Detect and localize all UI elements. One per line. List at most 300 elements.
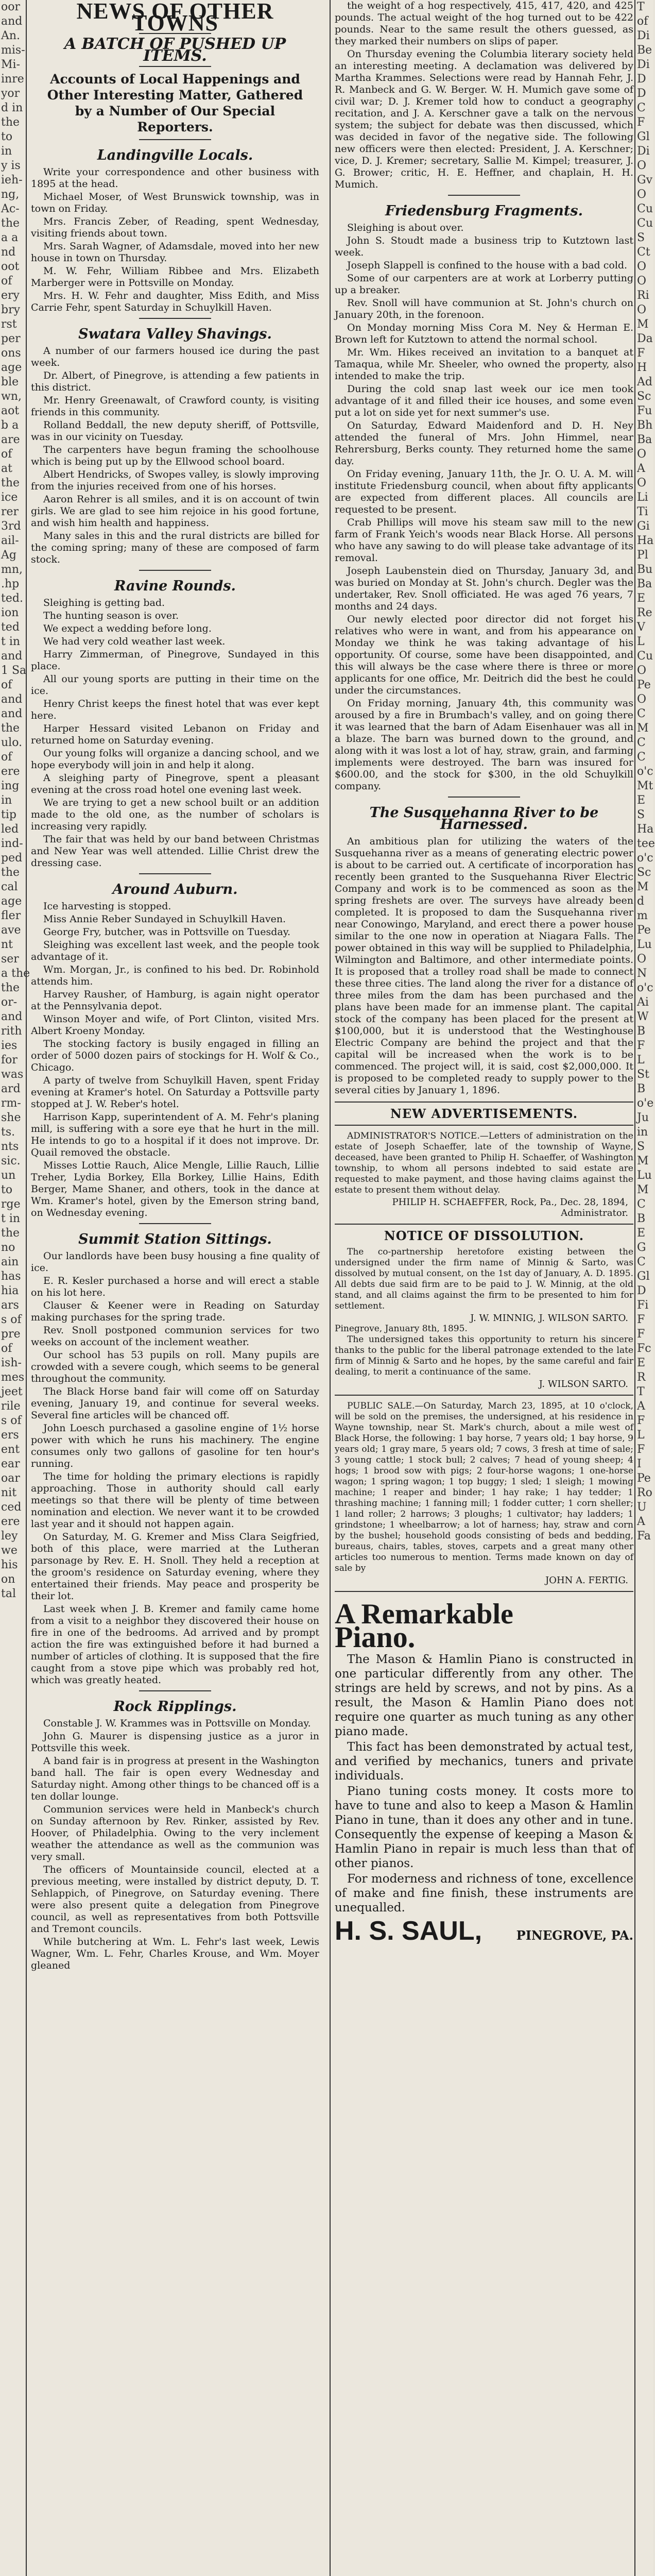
right-margin-fragment: O (637, 260, 647, 273)
left-margin-fragment: the (1, 116, 20, 129)
right-margin-fragment: Bh (637, 419, 653, 432)
right-margin-fragment: M (637, 722, 649, 735)
right-margin-fragment: Cu (637, 202, 653, 215)
news-item: Crab Phillips will move his steam saw mill to the new farm of Frank Yeich's woods near Black Horse. All persons who have any sawing to do will please take advantage of its removal. (335, 517, 633, 564)
left-margin-fragment: sic. (1, 1155, 21, 1167)
right-margin-fragment: F (637, 116, 645, 129)
left-margin-fragment: nt (1, 938, 13, 951)
new-ads-heading: NEW ADVERTISEMENTS. (390, 1106, 578, 1121)
left-margin-fragment: hia (1, 1284, 19, 1297)
right-margin-fragment: L (637, 635, 645, 648)
left-margin-fragment: we (1, 1544, 18, 1557)
left-margin-fragment: a the (1, 967, 30, 980)
section-rule (139, 570, 211, 571)
right-margin-fragment: Fi (637, 1299, 649, 1312)
right-margin-fragment: C (637, 101, 646, 114)
right-margin-fragment: O (637, 477, 647, 489)
right-margin-fragment: O (637, 303, 647, 316)
ad-paragraph: The Mason & Hamlin Piano is constructed in one particular differently from any other. The strings are held by screws, and not by pins. As a result, the Mason & Hamlin Piano does not require one quarter as much tuning as any other piano made. (335, 1653, 633, 1738)
subtitle-rule (139, 66, 211, 67)
news-item: The fair that was held by our band between Christmas and New Year was well attended. Lillie Christ drew the dressing case. (31, 834, 319, 869)
left-margin-fragment: 1 Sa (1, 664, 27, 677)
left-margin-fragment: was (1, 1068, 24, 1081)
news-item: John Loesch purchased a gasoline engine of 1½ horse power with which he runs his machinery. The engine consumes only two gallons of gasoline for ten hour's running. (31, 1422, 319, 1469)
section-rule (139, 873, 211, 874)
right-margin-fragment: W (637, 1010, 649, 1023)
left-margin-fragment: ish- (1, 1357, 22, 1369)
dissolution-dateline: Pinegrove, January 8th, 1895. (335, 1324, 468, 1334)
page-deck: Accounts of Local Happenings and Other Interesting Matter, Gathered by a Number of Our Special Reporters. (47, 72, 303, 134)
right-margin-fragment: G (637, 1241, 646, 1254)
ad-footer (335, 1916, 633, 1946)
right-margin-fragment: M (637, 880, 649, 893)
left-margin-fragment: the (1, 477, 20, 489)
left-margin-fragment: ear (1, 1458, 20, 1470)
left-margin-fragment: to (1, 1183, 13, 1196)
left-margin-fragment: 3rd (1, 520, 21, 533)
left-margin-fragment: ail- (1, 534, 19, 547)
news-item: The officers of Mountainside council, elected at a previous meeting, were installed by district deputy, D. T. Sehlappich, of Pinegrove, on Saturday evening. There were also present quite a delegation from Pinegrove council, as well as representatives from both Pottsville and Tremont councils. (31, 1864, 319, 1935)
right-margin-fragment: O (637, 159, 647, 172)
news-item: A sleighing party of Pinegrove, spent a pleasant evening at the cross road hotel one evening last week. (31, 772, 319, 795)
left-margin-fragment: the (1, 1227, 20, 1240)
left-margin-fragment: has (1, 1270, 21, 1283)
right-margin-fragment: F (637, 1443, 645, 1456)
public-sale-signature: JOHN A. FERTIG. (545, 1575, 628, 1586)
right-margin-fragment: A (637, 1400, 645, 1413)
right-margin-fragment: C (637, 1256, 646, 1268)
ad-merchant: H. S. SAUL, (335, 1916, 482, 1946)
news-item: On Saturday, M. G. Kremer and Miss Clara Seigfried, both of this place, were married at the Lutheran parsonage by Rev. E. H. Snoll. They held a reception at the groom's residence on Saturday evening, where they entertained their friends. May peace and prosperity be their lot. (31, 1531, 319, 1602)
right-margin-fragment: o'e (637, 1097, 654, 1110)
piano-advertisement (335, 1598, 633, 1946)
left-margin-fragment: mis- (1, 44, 25, 57)
right-margin-fragment: Cu (637, 217, 653, 230)
left-margin-fragment: mn, (1, 563, 23, 576)
left-margin-fragment: oor (1, 1, 21, 13)
right-margin-fragment: Da (637, 332, 653, 345)
section-title: Ravine Rounds. (114, 578, 236, 594)
news-item: Misses Lottie Rauch, Alice Mengle, Lillie Rauch, Lillie Treher, Lydia Borkey, Ella Borkey, Lillie Hains, Edith Berger, Mame Shaner, and others, took in the dance at Wm. Kramer's hotel, given by the Emerson string band, on Wednesday evening. (31, 1160, 319, 1218)
news-item: Rolland Beddall, the new deputy sheriff, of Pottsville, was in our vicinity on Tuesday. (31, 419, 319, 443)
left-margin-fragment: s of (1, 1414, 22, 1427)
right-margin-fragment: M (637, 1155, 649, 1167)
deck-rule (139, 139, 211, 140)
news-item: Mrs. Francis Zeber, of Reading, spent Wednesday, visiting friends about town. (31, 216, 319, 239)
left-margin-fragment: ain (1, 1256, 19, 1268)
ad-paragraph: Piano tuning costs money. It costs more to have to tune and also to keep a Mason & Hamlin Piano in tune, than it does any other and in tune. Consequently the expense of keeping a Mason & Hamlin Piano in repair is much less than that of other pianos. (335, 1785, 633, 1870)
section-title: Landingville Locals. (97, 147, 253, 163)
right-margin-fragment: Pe (637, 679, 651, 691)
news-item: Wm. Morgan, Jr., is confined to his bed. Dr. Robinhold attends him. (31, 964, 319, 987)
left-margin-fragment: rst (1, 318, 17, 331)
left-margin-fragment: ery (1, 289, 20, 302)
left-margin-fragment: for (1, 1054, 18, 1066)
news-item: Harper Hessard visited Lebanon on Friday and returned home on Saturday evening. (31, 723, 319, 746)
right-margin-fragment: L (637, 1429, 645, 1442)
right-margin-fragment: Ju (637, 1111, 649, 1124)
left-margin-fragment: ion (1, 606, 19, 619)
right-margin-fragment: H (637, 361, 647, 374)
right-margin-fragment: in (637, 1126, 648, 1139)
left-margin-fragment: of (1, 1342, 12, 1355)
left-margin-fragment: she (1, 1111, 21, 1124)
section-title: Around Auburn. (112, 882, 238, 897)
left-margin-fragment: oar (1, 1472, 20, 1485)
news-item: Michael Moser, of West Brunswick township, was in town on Friday. (31, 191, 319, 214)
news-item: Clauser & Keener were in Reading on Saturday making purchases for the spring trade. (31, 1300, 319, 1323)
right-margin-fragment: Di (637, 58, 650, 71)
dissolution-signatures: J. W. MINNIG, J. WILSON SARTO. (470, 1313, 628, 1324)
dissolution-successor-signature: J. WILSON SARTO. (539, 1379, 628, 1389)
left-margin-fragment: ulo. (1, 736, 23, 749)
left-margin-fragment: led (1, 823, 19, 836)
left-margin-fragment: ent (1, 1443, 20, 1456)
left-margin-fragment: y is (1, 159, 21, 172)
news-item: An ambitious plan for utilizing the waters of the Susquehanna river as a means of generating electric power is about to be carried out. A certificate of incorporation has recently been granted to the Susquehanna River Electric Company and work is to be commenced as soon as the spring freshets are over. The surveys have already been completed. It is proposed to dam the Susquehanna river near Conowingo, Maryland, and erect there a power house similar to the one now in operation at Niagara Falls. The power obtained in this way will be supplied to Philadelphia, Wilmington and Baltimore, and other intermediate points. It is proposed that a trolley road shall be made to connect these three cities. The land along the river for a distance of three miles from the dam has been purchased and the plans have been made for an immense plant. The capital stock of the company has been placed for the present at $100,000, but it is understood that the Westinghouse Electric Company are behind the project and that the capital will be increased when the work is to be commenced. The project will, it is said, cost $2,000,000. It is proposed to be completed ready to supply power to the several cities by January 1, 1896. (335, 836, 633, 1096)
section-title: Friedensburg Fragments. (385, 203, 583, 219)
right-margin-fragment: Pe (637, 1472, 651, 1485)
news-item: Many sales in this and the rural districts are billed for the coming spring; many of these are composed of farm stock. (31, 530, 319, 565)
news-item: The Black Horse band fair will come off on Saturday evening, January 19, and continue for several weeks. Several fine articles will be chanced off. (31, 1386, 319, 1421)
section-rule (139, 318, 211, 319)
right-margin-column (634, 0, 653, 2576)
left-margin-fragment: d in (1, 101, 23, 114)
right-margin-fragment: Re (637, 606, 652, 619)
right-margin-fragment: B (637, 1025, 646, 1038)
right-margin-fragment: A (637, 462, 645, 475)
right-margin-fragment: F (637, 1414, 645, 1427)
left-margin-fragment: aot (1, 404, 20, 417)
right-margin-fragment: M (637, 318, 649, 331)
right-margin-fragment: d (637, 895, 645, 908)
section-rule (448, 195, 520, 196)
right-margin-fragment: A (637, 1515, 645, 1528)
left-margin-fragment: Ag (1, 549, 16, 562)
left-margin-fragment: and (1, 650, 23, 663)
public-sale-body: PUBLIC SALE.—On Saturday, March 23, 1895, at 10 o'clock, will be sold on the premises, the undersigned, at his residence in Wayne township, near St. Mark's church, about a mile west of Black Horse, the following: 1 bay horse, 7 years old; 1 bay horse, 9 years old; 1 gray mare, 5 years old; 7 cows, 3 fresh at time of sale; 3 young cattle; 1 stock bull; 2 calves; 7 head of young sheep; 4 hogs; 1 brood sow with pigs; 2 four-horse wagons; 1 one-horse wagon; 1 spring wagon; 1 top buggy; 1 sled; 1 sleigh; 1 mowing machine; 1 reaper and binder; 1 hay rake; 1 hay tedder; 1 thrashing machine; 1 fanning mill; 1 fodder cutter; 1 corn sheller; 1 land roller; 2 harrows; 3 ploughs; 1 cultivator; hay ladders; 1 grindstone; 1 wheelbarrow; a lot of harness; hay, straw and corn by the bushel; household goods consisting of beds and bedding, bureaus, chairs, tables, stoves, carpets and a great many other articles too numerous to mention. Terms made known on day of sale by (335, 1401, 633, 1573)
left-margin-fragment: ts. (1, 1126, 15, 1139)
right-margin-fragment: Ba (637, 578, 652, 590)
right-margin-fragment: C (637, 1198, 646, 1211)
news-item: On Thursday evening the Columbia literary society held an interesting meeting. A declamation was delivered by Martha Krammes. Selections were read by Hannah Fehr, J. R. Manbeck and G. W. Berger. W. H. Mumich gave some of civil war; D. J. Kremer told how to conduct a geography recitation, and J. A. Kerschner gave a talk on the nervous system; the subject for debate was then discussed, which was decided in favor of the negative side. The following new officers were then elected: President, J. A. Kerschner; vice, D. J. Kremer; secretary, Sallie M. Kimpel; treasurer, J. G. Brower; critic, H. E. Heffner, and chaplain, H. H. Mumich. (335, 48, 633, 190)
right-margin-fragment: S (637, 808, 645, 821)
right-margin-fragment: Pe (637, 924, 651, 937)
left-margin-fragment: ted. (1, 592, 23, 605)
news-item: Our newly elected poor director did not forget his relatives who were in want, and from his appearance on Monday we think he was taking advantage of his opportunity. Of course, some have been disappointed, and this will always be the case where there is three or more applicants for one office, Mr. Deitrich did the best he could under the circumstances. (335, 614, 633, 696)
right-margin-fragment: o'c (637, 765, 653, 778)
left-margin-fragment: bry (1, 303, 21, 316)
right-margin-fragment: D (637, 1284, 646, 1297)
news-item: Last week when J. B. Kremer and family came home from a visit to a neighbor they discovered their house on fire in one of the bedrooms. Ad arrived and by prompt action the fire was extinguished before it had burned a number of articles of clothing. It is supposed that the fire caught from a stove pipe which was probably red hot, which was greatly heated. (31, 1603, 319, 1686)
right-margin-fragment: of (637, 15, 648, 28)
right-margin-fragment: Ad (637, 376, 652, 388)
left-margin-fragment: a a (1, 231, 19, 244)
section-rule (448, 796, 520, 798)
right-margin-fragment: Bu (637, 563, 653, 576)
right-margin-fragment: Ai (637, 996, 649, 1009)
news-item: Miss Annie Reber Sundayed in Schuylkill Haven. (43, 913, 286, 925)
right-margin-fragment: o'c (637, 852, 653, 865)
right-margin-fragment: B (637, 1212, 646, 1225)
right-margin-fragment: R (637, 1371, 646, 1384)
news-item: George Fry, butcher, was in Pottsville on Tuesday. (43, 926, 290, 938)
ad-paragraph: This fact has been demonstrated by actual test, and verified by mechanics, tuners and private individuals. (335, 1740, 633, 1783)
right-margin-fragment: Ha (637, 823, 654, 836)
right-margin-fragment: O (637, 693, 647, 706)
left-margin-fragment: ble (1, 376, 19, 388)
news-item: Mrs. Sarah Wagner, of Adamsdale, moved into her new house in town on Thursday. (31, 241, 319, 264)
left-margin-fragment: of (1, 751, 12, 764)
ads-rule (335, 1101, 633, 1103)
news-item: We had very cold weather last week. (43, 636, 226, 647)
right-margin-fragment: E (637, 1227, 646, 1240)
right-margin-fragment: Sc (637, 390, 651, 403)
news-item: On Monday morning Miss Cora M. Ney & Herman E. Brown left for Kutztown to attend the normal school. (335, 322, 633, 345)
left-margin-fragment: nit (1, 1486, 17, 1499)
left-margin-fragment: the (1, 217, 20, 230)
right-margin-fragment: Sc (637, 866, 651, 879)
left-margin-fragment: t in (1, 635, 21, 648)
ads-rule-2 (335, 1125, 633, 1126)
left-margin-fragment: and (1, 1010, 23, 1023)
left-margin-fragment: ted (1, 621, 20, 634)
left-margin-fragment: the (1, 981, 20, 994)
left-margin-fragment: ser (1, 953, 19, 965)
left-margin-fragment: fler (1, 909, 21, 922)
news-item: Some of our carpenters are at work at Lorberry putting up a breaker. (335, 273, 633, 296)
right-margin-fragment: Li (637, 491, 648, 504)
news-item: During the cold snap last week our ice men took advantage of it and filled their ice houses, and some even put a lot on side yet for next summer's use. (335, 383, 633, 418)
right-margin-fragment: F (637, 1313, 645, 1326)
right-margin-fragment: m (637, 909, 648, 922)
sale-rule (335, 1395, 633, 1396)
admin-notice: ADMINISTRATOR'S NOTICE.—Letters of administration on the estate of Joseph Schaeffer, late of the township of Wayne, deceased, have been granted to Philip H. Schaeffer, of Washington township, to whom all persons indebted to said estate are requested to make payment, and those having claims against the estate to present them without delay. (335, 1131, 633, 1195)
left-margin-column (0, 0, 30, 2576)
left-margin-fragment: oot (1, 260, 20, 273)
news-item: Harvey Rausher, of Hamburg, is again night operator at the Pennsylvania depot. (31, 989, 319, 1012)
right-margin-fragment: F (637, 347, 645, 360)
right-margin-fragment: N (637, 967, 647, 980)
news-item: Aaron Rehrer is all smiles, and it is on account of twin girls. We are glad to see him rejoice in his good fortune, and wish him health and happiness. (31, 494, 319, 529)
right-margin-fragment: S (637, 231, 645, 244)
right-margin-fragment: O (637, 448, 647, 461)
right-margin-fragment: D (637, 73, 646, 86)
page-title: NEWS OF OTHER TOWNS (76, 0, 274, 36)
left-margin-fragment: are (1, 433, 20, 446)
left-margin-fragment: per (1, 332, 21, 345)
left-news-column (31, 0, 319, 2576)
right-margin-fragment: S (637, 1140, 645, 1153)
right-top-paragraphs (335, 0, 633, 191)
section-title: Rock Ripplings. (113, 1699, 237, 1715)
left-margin-fragment: on (1, 1573, 15, 1586)
right-margin-fragment: I (637, 1458, 642, 1470)
left-margin-fragment: ons (1, 347, 21, 360)
ad-paragraph: For moderness and richness of tone, excellence of make and fine finish, these instruments are unequalled. (335, 1872, 633, 1914)
ad-title: A Remarkable (335, 1598, 513, 1630)
right-margin-fragment: D (637, 87, 646, 100)
news-item: Mr. Henry Greenawalt, of Crawford county, is visiting friends in this community. (31, 395, 319, 418)
left-sections (31, 149, 319, 1972)
ad-rule (335, 1591, 633, 1592)
news-item: Mrs. H. W. Fehr and daughter, Miss Edith, and Miss Carrie Fehr, spent Saturday in Schuylkill Haven. (31, 290, 319, 313)
news-item: The stocking factory is busily engaged in filling an order of 5000 dozen pairs of stockings for H. Wolf & Co., Chicago. (31, 1038, 319, 1073)
left-margin-fragment: s of (1, 1313, 22, 1326)
right-margin-fragment: Fc (637, 1342, 651, 1355)
news-item: The time for holding the primary elections is rapidly approaching. Those in authority should call early meetings so that there will be plenty of time between nomination and election. We never want it to be crowded last year and it should not happen again. (31, 1471, 319, 1530)
left-margin-fragment: no (1, 1241, 15, 1254)
left-margin-fragment: yor (1, 87, 20, 100)
left-margin-fragment: jeet (1, 1385, 23, 1398)
left-margin-fragment: tal (1, 1587, 16, 1600)
left-margin-fragment: his (1, 1558, 18, 1571)
section-rule (139, 1223, 211, 1224)
news-item: Rev. Snoll postponed communion services for two weeks on account of the inclement weather. (31, 1325, 319, 1348)
news-item: John S. Stoudt made a business trip to Kutztown last week. (335, 235, 633, 258)
left-margin-fragment: ing (1, 779, 20, 792)
right-margin-fragment: Fu (637, 404, 652, 417)
right-margin-fragment: V (637, 621, 645, 634)
news-item: Henry Christ keeps the finest hotel that was ever kept here. (31, 698, 319, 721)
right-margin-fragment: Ha (637, 534, 654, 547)
dissolution-rule (335, 1224, 633, 1225)
right-margin-fragment: Gl (637, 130, 650, 143)
right-margin-fragment: Fa (637, 1530, 651, 1543)
left-margin-fragment: cal (1, 880, 18, 893)
section-title: The Susquehanna River to be Harnessed. (369, 805, 599, 833)
section-title: Swatara Valley Shavings. (78, 326, 272, 342)
left-margin-fragment: ars (1, 1299, 19, 1312)
left-margin-fragment: .hp (1, 578, 20, 590)
left-margin-fragment: the (1, 722, 20, 735)
left-margin-fragment: ng, (1, 188, 20, 201)
right-margin-fragment: Gi (637, 520, 650, 533)
left-margin-fragment: and (1, 15, 23, 28)
right-margin-fragment: C (637, 707, 646, 720)
right-margin-fragment: E (637, 1357, 646, 1369)
right-news-column (330, 0, 633, 2576)
left-margin-fragment: ere (1, 1515, 20, 1528)
right-margin-fragment: C (637, 736, 646, 749)
news-item: On Friday evening, January 11th, the Jr. O. U. A. M. will institute Friedensburg council, when about fifty applicants are expected from different places. All councils are requested to be present. (335, 468, 633, 515)
left-margin-fragment: in (1, 145, 12, 158)
news-item: We are trying to get a new school built or an addition made to the old one, as the number of scholars is increasing very rapidly. (31, 797, 319, 832)
left-margin-fragment: un (1, 1169, 16, 1182)
right-margin-fragment: Pl (637, 549, 648, 562)
right-margin-fragment: T (637, 1385, 645, 1398)
right-margin-fragment: o'c (637, 981, 653, 994)
news-item: Winson Moyer and wife, of Port Clinton, visited Mrs. Albert Kroeny Monday. (31, 1013, 319, 1037)
left-margin-fragment: of (1, 679, 12, 691)
news-item: John G. Maurer is dispensing justice as a juror in Pottsville this week. (31, 1731, 319, 1754)
left-margin-fragment: ere (1, 765, 20, 778)
news-item: Joseph Slappell is confined to the house with a bad cold. (347, 260, 628, 271)
right-margin-fragment: U (637, 1501, 647, 1514)
right-margin-fragment: Ro (637, 1486, 652, 1499)
news-item: the weight of a hog respectively, 415, 417, 420, and 425 pounds. The actual weight of the hog turned out to be 422 pounds. Near to the same result the others guessed, as they marked their numbers on slips of paper. (335, 0, 633, 47)
news-item: Rev. Snoll will have communion at St. John's church on January 20th, in the forenoon. (335, 297, 633, 320)
left-margin-fragment: nd (1, 246, 16, 259)
left-margin-fragment: ice (1, 491, 18, 504)
dissolution-body: The co-partnership heretofore existing between the undersigned under the firm name of Minnig & Sarto, was dissolved by mutual consent, on the 1st day of January, A. D. 1895. All debts due said firm are to be paid to J. W. Minnig, at the old stand, and all claims against the firm to be presented to him for settlement. (335, 1247, 633, 1311)
right-sections (335, 195, 633, 1096)
ad-town: PINEGROVE, PA. (516, 1928, 633, 1943)
admin-signature: PHILIP H. SCHAEFFER, Rock, Pa., Dec. 28, 1894, Administrator. (392, 1197, 628, 1218)
right-margin-fragment: Be (637, 44, 652, 57)
news-item: Constable J. W. Krammes was in Pottsville on Monday. (43, 1718, 311, 1729)
news-item: Dr. Albert, of Pinegrove, is attending a few patients in this district. (31, 370, 319, 393)
news-item: Our young folks will organize a dancing school, and we hope everybody will join in and help it along. (31, 748, 319, 771)
right-margin-fragment: C (637, 751, 646, 764)
left-margin-fragment: age (1, 361, 22, 374)
left-margin-fragment: of (1, 448, 12, 461)
left-margin-fragment: rith (1, 1025, 22, 1038)
news-item: A party of twelve from Schuylkill Haven, spent Friday evening at Kramer's hotel. On Saturday a Pottsville party stopped at J. W. Reber's hotel. (31, 1075, 319, 1110)
right-margin-fragment: B (637, 1082, 646, 1095)
right-margin-fragment: Ct (637, 246, 650, 259)
right-margin-fragment: O (637, 188, 647, 201)
right-margin-fragment: Ri (637, 289, 649, 302)
right-margin-fragment: Di (637, 145, 650, 158)
news-item: We expect a wedding before long. (43, 623, 212, 634)
news-item: Albert Hendricks, of Swopes valley, is slowly improving from the injuries received from one of his horses. (31, 469, 319, 492)
news-item: E. R. Kesler purchased a horse and will erect a stable on his lot here. (31, 1275, 319, 1298)
left-margin-fragment: rer (1, 505, 19, 518)
left-margin-fragment: at (1, 462, 12, 475)
news-item: While butchering at Wm. L. Fehr's last week, Lewis Wagner, Wm. L. Fehr, Charles Krouse, and Wm. Moyer gleaned (31, 1936, 319, 1971)
news-item: Our school has 53 pupils on roll. Many pupils are crowded with a severe cough, which seems to be general throughout the community. (31, 1349, 319, 1384)
right-margin-fragment: F (637, 1039, 645, 1052)
right-margin-fragment: O (637, 275, 647, 287)
news-item: M. W. Fehr, William Ribbee and Mrs. Elizabeth Marberger were in Pottsville on Monday. (31, 265, 319, 289)
news-item: Mr. Wm. Hikes received an invitation to a banquet at Tamaqua, while Mr. Sheeler, who owned the property, also intended to make the trip. (335, 347, 633, 382)
right-margin-fragment: E (637, 794, 646, 807)
left-margin-fragment: rm- (1, 1097, 21, 1110)
left-margin-fragment: rge (1, 1198, 21, 1211)
left-margin-fragment: ieh- (1, 174, 23, 187)
news-item: Sleighing is getting bad. (43, 597, 165, 608)
left-margin-fragment: pre (1, 1328, 21, 1341)
left-margin-fragment: ard (1, 1082, 21, 1095)
left-margin-fragment: ley (1, 1530, 18, 1543)
left-margin-fragment: ers (1, 1429, 19, 1442)
right-margin-fragment: Gl (637, 1270, 650, 1283)
news-item: All our young sports are putting in their time on the ice. (31, 673, 319, 697)
right-margin-fragment: L (637, 1054, 645, 1066)
left-margin-fragment: mes (1, 1371, 25, 1384)
news-item: Communion services were held in Manbeck's church on Sunday afternoon by Rev. Rinker, assisted by Rev. Hoover, of Philadelphia. Owing to the very inclement weather the attendance as well as the communion was very small. (31, 1804, 319, 1862)
left-margin-fragment: to (1, 130, 13, 143)
left-margin-fragment: and (1, 707, 23, 720)
left-margin-fragment: or- (1, 996, 18, 1009)
news-item: Harry Zimmerman, of Pinegrove, Sundayed in this place. (31, 649, 319, 672)
left-margin-fragment: tip (1, 808, 16, 821)
section-title: Summit Station Sittings. (78, 1231, 272, 1247)
left-margin-fragment: ced (1, 1501, 22, 1514)
right-margin-fragment: T (637, 1, 645, 13)
right-margin-fragment: St (637, 1068, 649, 1081)
right-margin-fragment: Lu (637, 1169, 652, 1182)
left-margin-fragment: age (1, 895, 22, 908)
right-margin-fragment: E (637, 592, 646, 605)
right-margin-fragment: Ti (637, 505, 648, 518)
right-margin-fragment: Cu (637, 650, 653, 663)
left-margin-fragment: An. (1, 29, 21, 42)
right-margin-fragment: Mt (637, 779, 653, 792)
ad-body (335, 1652, 633, 1915)
right-margin-fragment: F (637, 1328, 645, 1341)
